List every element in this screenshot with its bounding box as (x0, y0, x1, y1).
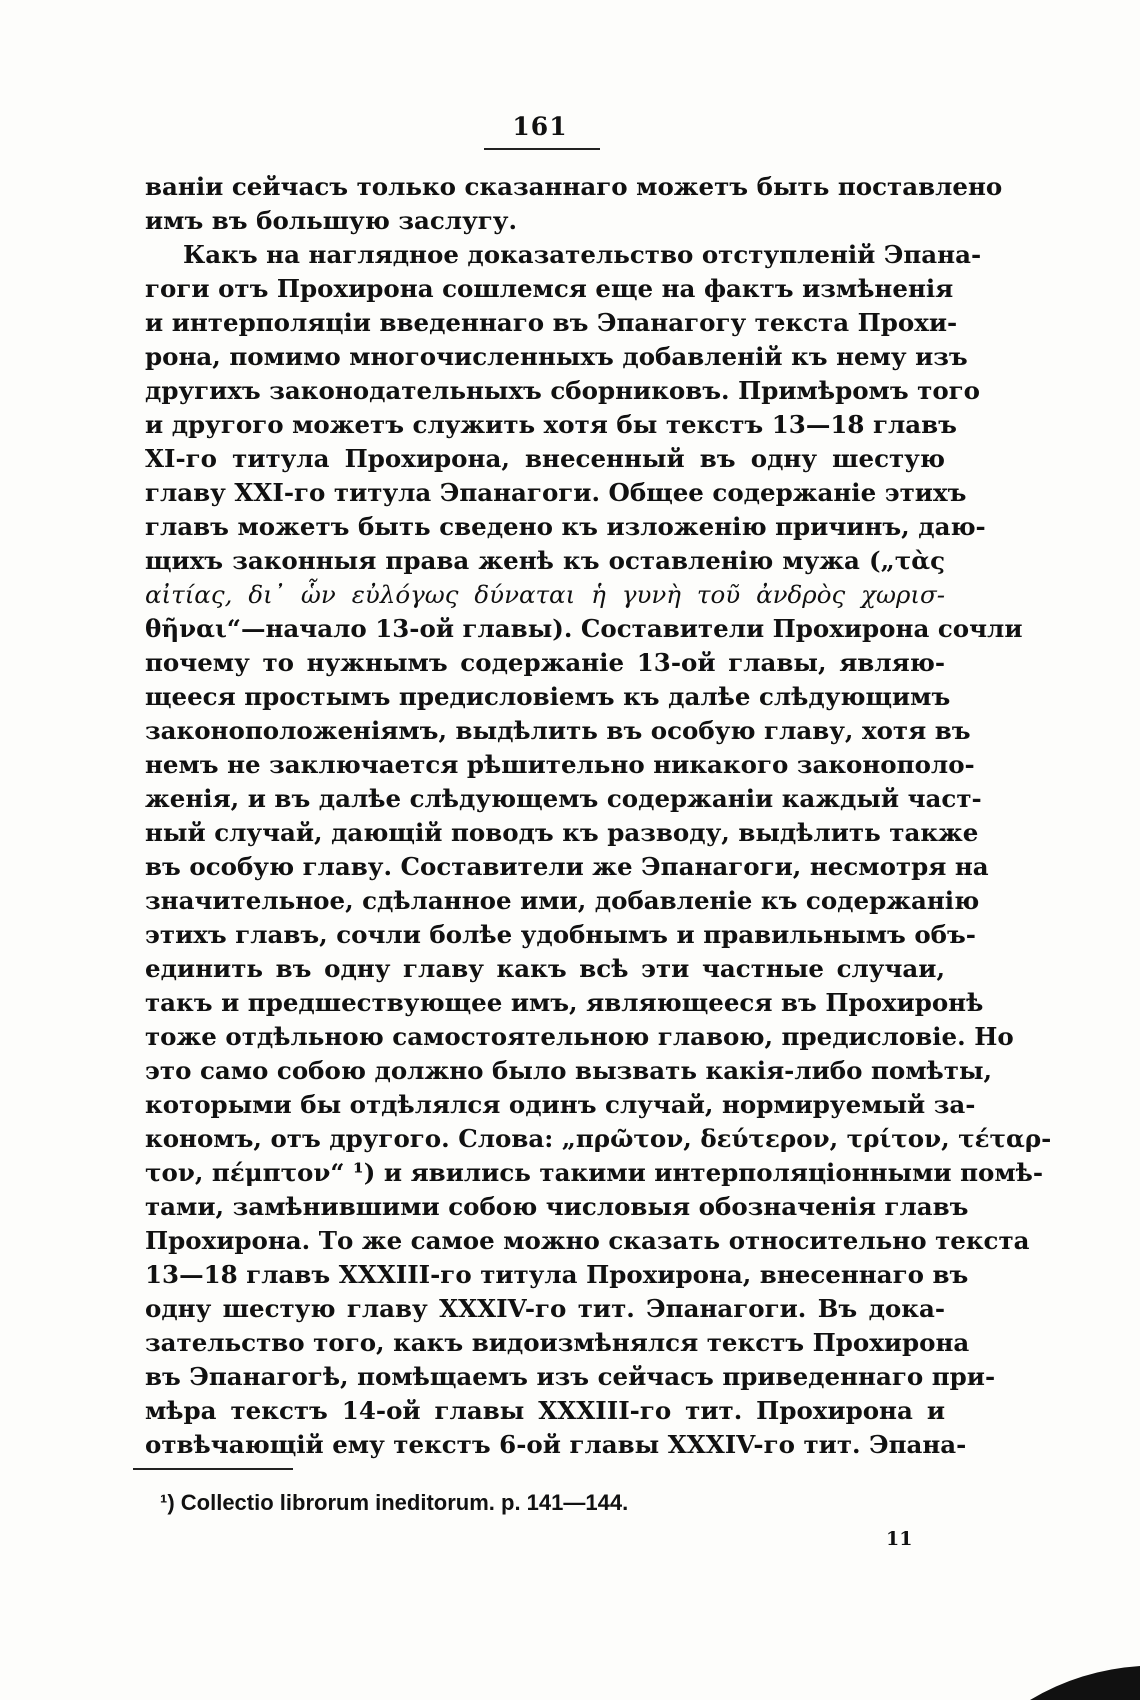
page-number: 161 (512, 112, 568, 141)
text-line: и интерполяціи введеннаго въ Эпанагогу текста Прохи- (145, 308, 958, 337)
text-line: ваніи сейчасъ только сказаннаго можетъ быть поставлено (145, 172, 1003, 201)
text-line: другихъ законодательныхъ сборниковъ. Примѣромъ того (145, 376, 981, 405)
text-line: это само собою должно было вызвать какія-либо помѣты, (145, 1056, 993, 1085)
text-line: кономъ, отъ другого. Слова: „πρῶτον, δεύτερον, τρίτον, τέταρ- (145, 1124, 1052, 1153)
body-text (145, 170, 1052, 1462)
text-line: немъ не заключается рѣшительно никакого законополо- (145, 750, 975, 779)
text-line: этихъ главъ, сочли болѣе удобнымъ и правильнымъ объ- (145, 920, 976, 949)
text-line: щееся простымъ предисловіемъ къ далѣе слѣдующимъ (145, 682, 951, 711)
header-rule (484, 148, 600, 150)
text-line: θῆναι“—начало 13-ой главы). Составители Прохирона сочли (145, 614, 1023, 643)
text-line: единить въ одну главу какъ всѣ эти частные случаи, (145, 954, 945, 983)
greek-text-line: αἰτίας, δι᾽ ὧν εὐλόγως δύναται ἡ γυνὴ τοῦ ἀνδρὸς χωρισ- (145, 580, 945, 609)
text-line: имъ въ большую заслугу. (145, 206, 517, 235)
text-line: ный случай, дающій поводъ къ разводу, выдѣлить также (145, 818, 979, 847)
text-line: въ особую главу. Составители же Эпанагоги, несмотря на (145, 852, 989, 881)
text-line: одну шестую главу XXXIV-го тит. Эпанагоги. Въ дока- (145, 1294, 945, 1323)
text-line: почему то нужнымъ содержаніе 13-ой главы, являю- (145, 648, 945, 677)
footnote-rule (133, 1468, 293, 1470)
text-line: тами, замѣнившими собою числовыя обозначенія главъ (145, 1192, 969, 1221)
text-line: Какъ на наглядное доказательство отступленій Эпана- (183, 240, 982, 269)
text-line: гоги отъ Прохирона сошлемся еще на фактъ измѣненія (145, 274, 954, 303)
text-line: Прохирона. То же самое можно сказать относительно текста (145, 1226, 1030, 1255)
text-line: 13—18 главъ XXXIII-го титула Прохирона, внесеннаго въ (145, 1260, 969, 1289)
text-line: мѣра текстъ 14-ой главы XXXIII-го тит. Прохирона и (145, 1396, 945, 1425)
text-line: XI-го титула Прохирона, внесенный въ одну шестую (145, 444, 945, 473)
footnote: ¹) Collectio librorum ineditorum. p. 141—144. (160, 1490, 629, 1515)
text-line: въ Эпанагогѣ, помѣщаемъ изъ сейчасъ приведеннаго при- (145, 1362, 996, 1391)
text-line: рона, помимо многочисленныхъ добавленій къ нему изъ (145, 342, 968, 371)
signature-mark: 11 (886, 1528, 913, 1550)
corner-stain (1020, 1660, 1140, 1700)
text-line: τον, πέμπτον“ ¹) и явились такими интерполяціонными помѣ- (145, 1158, 1044, 1187)
text-line: и другого можетъ служить хотя бы текстъ 13—18 главъ (145, 410, 957, 439)
text-line: такъ и предшествующее имъ, являющееся въ Прохиронѣ (145, 988, 984, 1017)
text-line: зательство того, какъ видоизмѣнялся текстъ Прохирона (145, 1328, 970, 1357)
text-line: главъ можетъ быть сведено къ изложенію причинъ, даю- (145, 512, 986, 541)
text-line: главу XXI-го титула Эпанагоги. Общее содержаніе этихъ (145, 478, 967, 507)
text-line: законоположеніямъ, выдѣлить въ особую главу, хотя въ (145, 716, 971, 745)
text-line: значительное, сдѣланное ими, добавленіе къ содержанію (145, 886, 980, 915)
text-line: женія, и въ далѣе слѣдующемъ содержаніи каждый част- (145, 784, 982, 813)
text-line: которыми бы отдѣлялся одинъ случай, нормируемый за- (145, 1090, 976, 1119)
text-line: тоже отдѣльною самостоятельною главою, предисловіе. Но (145, 1022, 1014, 1051)
text-line: щихъ законныя права женѣ къ оставленію мужа („τὰς (145, 546, 945, 575)
text-line: отвѣчающій ему текстъ 6-ой главы XXXIV-го тит. Эпана- (145, 1430, 967, 1459)
